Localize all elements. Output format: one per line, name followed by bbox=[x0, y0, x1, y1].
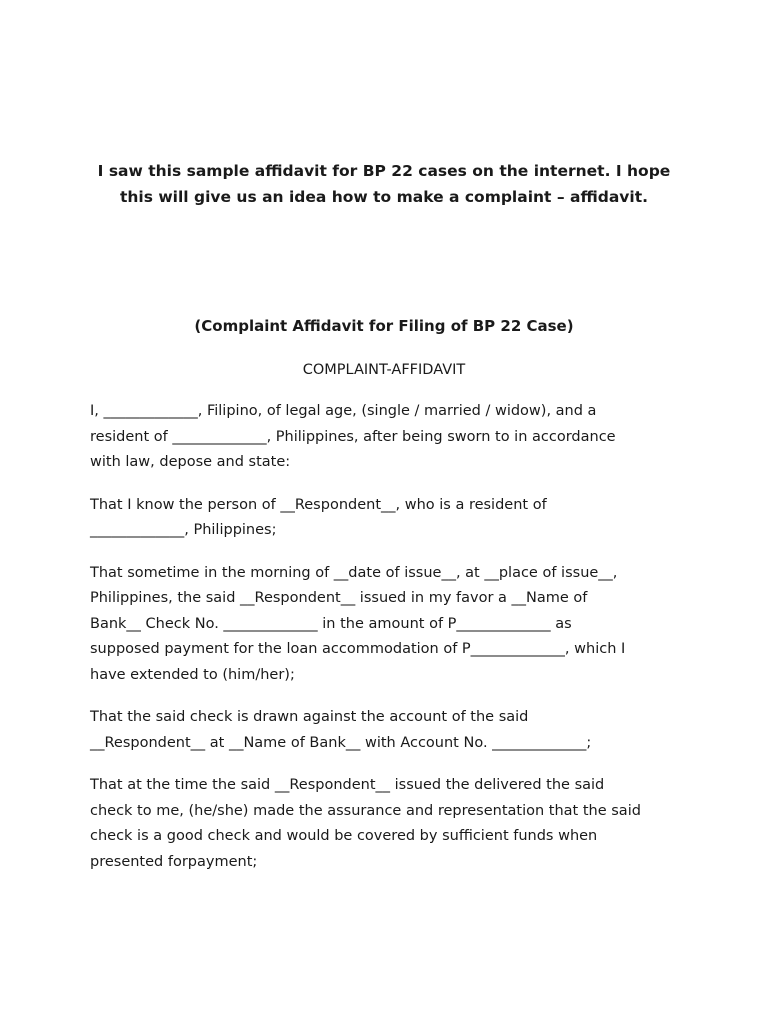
paragraph-line: __Respondent__ at __Name of Bank__ with Account No. _____________; bbox=[90, 734, 592, 751]
paragraph-line: That I know the person of __Respondent__, who is a resident of bbox=[90, 496, 547, 513]
paragraph-line: have extended to (him/her); bbox=[90, 666, 295, 683]
paragraph-line: I, _____________, Filipino, of legal age, (single / married / widow), and a bbox=[90, 403, 597, 419]
intro-text bbox=[60, 158, 708, 210]
paragraph-line: presented forpayment; bbox=[90, 853, 258, 870]
paragraph-line: Philippines, the said __Respondent__ issued in my favor a __Name of bbox=[90, 590, 588, 606]
document-heading: COMPLAINT-AFFIDAVIT bbox=[302, 362, 466, 378]
paragraph-respondent bbox=[90, 493, 686, 544]
paragraph-check-issued bbox=[90, 561, 686, 689]
paragraph-line: supposed payment for the loan accommodation of P_____________, which I bbox=[90, 641, 626, 657]
paragraph-line: That the said check is drawn against the account of the said bbox=[90, 709, 529, 725]
paragraph-line: resident of _____________, Philippines, after being sworn to in accordance bbox=[90, 428, 616, 445]
paragraph-assurance bbox=[90, 773, 686, 875]
affidavit-body bbox=[90, 399, 686, 892]
paragraph-line: check to me, (he/she) made the assurance and representation that the said bbox=[90, 802, 641, 819]
intro-line-1: I saw this sample affidavit for BP 22 cases on the internet. I hope bbox=[97, 162, 671, 180]
paragraph-line: That at the time the said __Respondent__ issued the delivered the said bbox=[90, 777, 605, 793]
paragraph-declarant bbox=[90, 399, 686, 476]
paragraph-line: That sometime in the morning of __date of issue__, at __place of issue__, bbox=[90, 564, 618, 581]
document-title: (Complaint Affidavit for Filing of BP 22 Case) bbox=[194, 317, 574, 335]
intro-line-2: this will give us an idea how to make a complaint – affidavit. bbox=[119, 188, 649, 206]
paragraph-line: _____________, Philippines; bbox=[90, 522, 277, 538]
paragraph-line: Bank__ Check No. _____________ in the amount of P_____________ as bbox=[90, 615, 572, 632]
paragraph-line: with law, depose and state: bbox=[90, 454, 291, 470]
paragraph-account bbox=[90, 705, 686, 756]
paragraph-line: check is a good check and would be covered by sufficient funds when bbox=[90, 828, 598, 844]
